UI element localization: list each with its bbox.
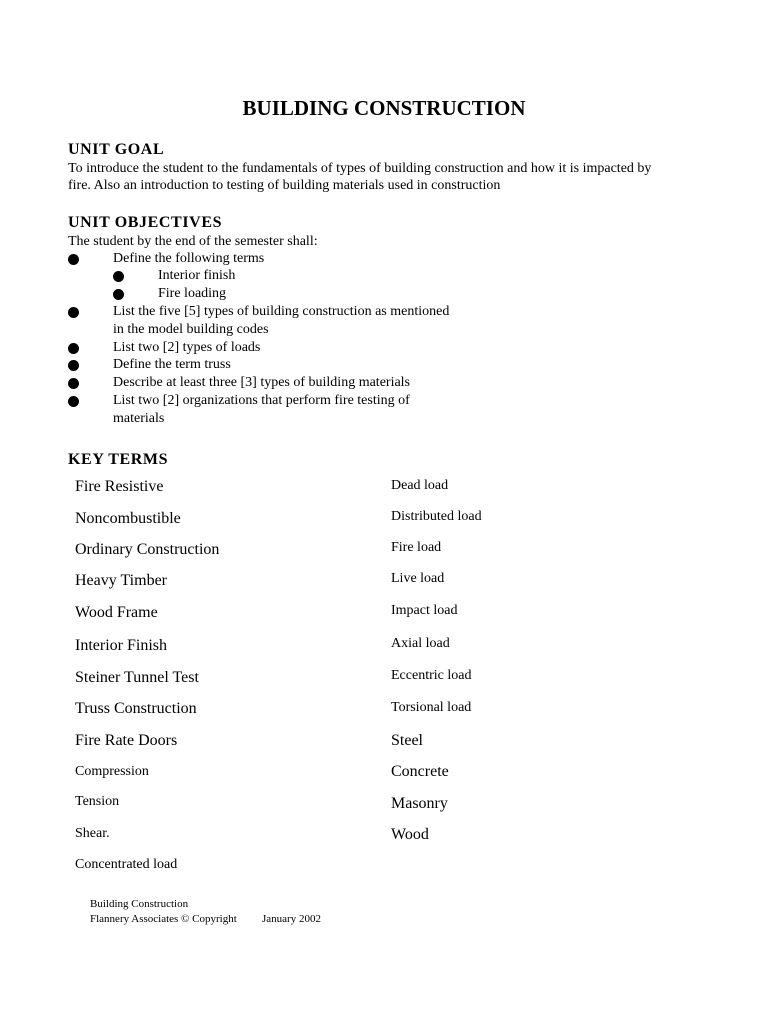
footer-title: Building Construction [90, 898, 189, 910]
key-term-left: Interior Finish [75, 637, 167, 654]
key-term-right: Dead load [391, 478, 449, 493]
key-term-left: Concentrated load [75, 857, 178, 872]
unit-goal-line-2: fire. Also an introduction to testing of building materials used in construction [68, 178, 501, 193]
bullet-icon [68, 360, 79, 371]
key-term-right: Impact load [391, 603, 458, 618]
footer-copyright: Flannery Associates © Copyright [90, 913, 237, 925]
unit-objectives-heading: UNIT OBJECTIVES [68, 214, 223, 231]
key-term-left: Truss Construction [75, 700, 197, 717]
key-term-left: Ordinary Construction [75, 541, 220, 558]
footer-date: January 2002 [262, 913, 321, 925]
key-term-right: Torsional load [391, 700, 472, 715]
objective-item-continuation: materials [113, 411, 165, 426]
bullet-icon [68, 396, 79, 407]
key-term-right: Concrete [391, 763, 449, 780]
key-term-left: Tension [75, 794, 120, 809]
objective-item: List two [2] types of loads [113, 340, 261, 355]
objective-item-continuation: in the model building codes [113, 322, 269, 337]
key-term-right: Axial load [391, 636, 450, 651]
key-term-left: Shear. [75, 826, 110, 841]
objective-item: List two [2] organizations that perform fire testing of [113, 393, 410, 408]
key-term-left: Fire Rate Doors [75, 732, 178, 749]
key-term-right: Distributed load [391, 509, 482, 524]
key-term-right: Wood [391, 826, 429, 843]
objective-subitem: Interior finish [158, 268, 236, 283]
bullet-icon [68, 378, 79, 389]
unit-objectives-intro: The student by the end of the semester shall: [68, 234, 318, 249]
objective-subitem: Fire loading [158, 286, 227, 301]
bullet-icon [68, 307, 79, 318]
objective-item: List the five [5] types of building construction as mentioned [113, 304, 450, 319]
key-term-right: Live load [391, 571, 445, 586]
key-term-right: Masonry [391, 795, 448, 812]
key-terms-heading: KEY TERMS [68, 451, 169, 468]
bullet-icon [113, 289, 124, 300]
key-term-left: Fire Resistive [75, 478, 164, 495]
objective-item: Define the term truss [113, 357, 231, 372]
key-term-left: Noncombustible [75, 510, 181, 527]
unit-goal-heading: UNIT GOAL [68, 141, 165, 158]
key-term-left: Wood Frame [75, 604, 158, 621]
objective-item: Define the following terms [113, 251, 265, 266]
key-term-right: Eccentric load [391, 668, 472, 683]
key-term-left: Compression [75, 764, 149, 779]
key-term-left: Heavy Timber [75, 572, 167, 589]
page-title: BUILDING CONSTRUCTION [242, 96, 526, 120]
objective-item: Describe at least three [3] types of building materials [113, 375, 411, 390]
bullet-icon [68, 343, 79, 354]
bullet-icon [68, 254, 79, 265]
bullet-icon [113, 271, 124, 282]
key-term-right: Steel [391, 732, 423, 749]
key-term-left: Steiner Tunnel Test [75, 669, 199, 686]
unit-goal-line-1: To introduce the student to the fundamentals of types of building construction and how it is impacted by [68, 161, 652, 176]
key-term-right: Fire load [391, 540, 442, 555]
